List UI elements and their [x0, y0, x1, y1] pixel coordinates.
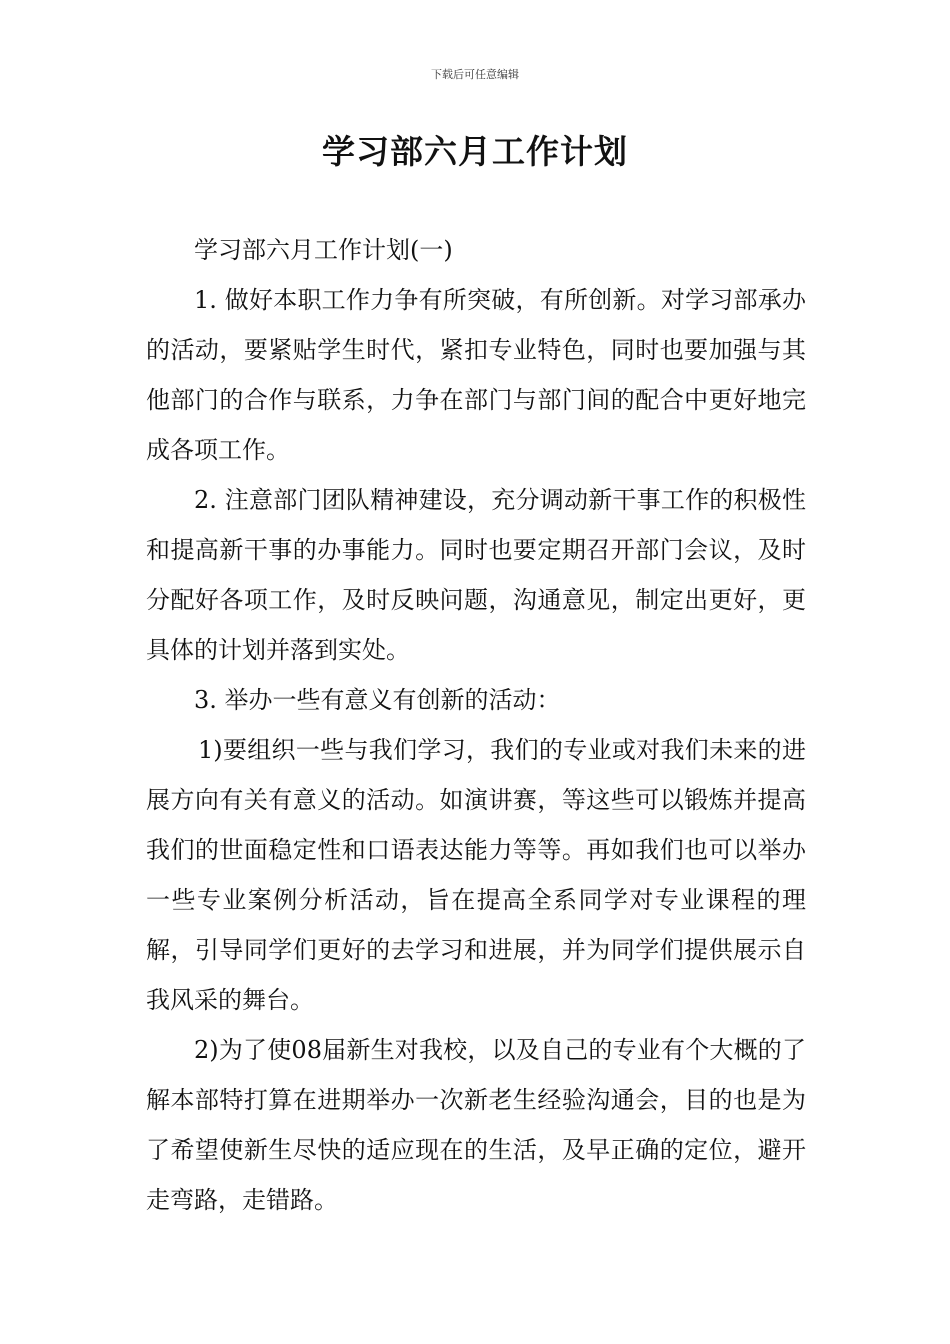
- paragraph-subitem-1: 1)要组织一些与我们学习，我们的专业或对我们未来的进展方向有关有意义的活动。如演讲赛，等这些可以锻炼并提高我们的世面稳定性和口语表达能力等等。再如我们也可以举办一些专业案例分析活动，旨在提高全系同学对专业课程的理解，引导同学们更好的去学习和进展，并为同学们提供展示自我风采的舞台。: [146, 736, 806, 1014]
- document-body: [146, 225, 806, 1225]
- document-title: 学习部六月工作计划: [322, 132, 628, 171]
- paragraph-item-1: 1. 做好本职工作力争有所突破，有所创新。对学习部承办的活动，要紧贴学生时代，紧扣专业特色，同时也要加强与其他部门的合作与联系，力争在部门与部门间的配合中更好地完成各项工作。: [146, 286, 806, 464]
- paragraph-item-2: 2. 注意部门团队精神建设，充分调动新干事工作的积极性和提高新干事的办事能力。同时也要定期召开部门会议，及时分配好各项工作，及时反映问题，沟通意见，制定出更好，更具体的计划并落到实处。: [146, 486, 806, 664]
- paragraph-item-3: 3. 举办一些有意义有创新的活动：: [194, 686, 561, 714]
- page-header-note: 下载后可任意编辑: [431, 68, 519, 81]
- section-subtitle: 学习部六月工作计划(一): [194, 236, 453, 264]
- paragraph-subitem-2: 2)为了使08届新生对我校，以及自己的专业有个大概的了解本部特打算在进期举办一次新老生经验沟通会，目的也是为了希望使新生尽快的适应现在的生活，及早正确的定位，避开走弯路，走错路。: [146, 1036, 806, 1214]
